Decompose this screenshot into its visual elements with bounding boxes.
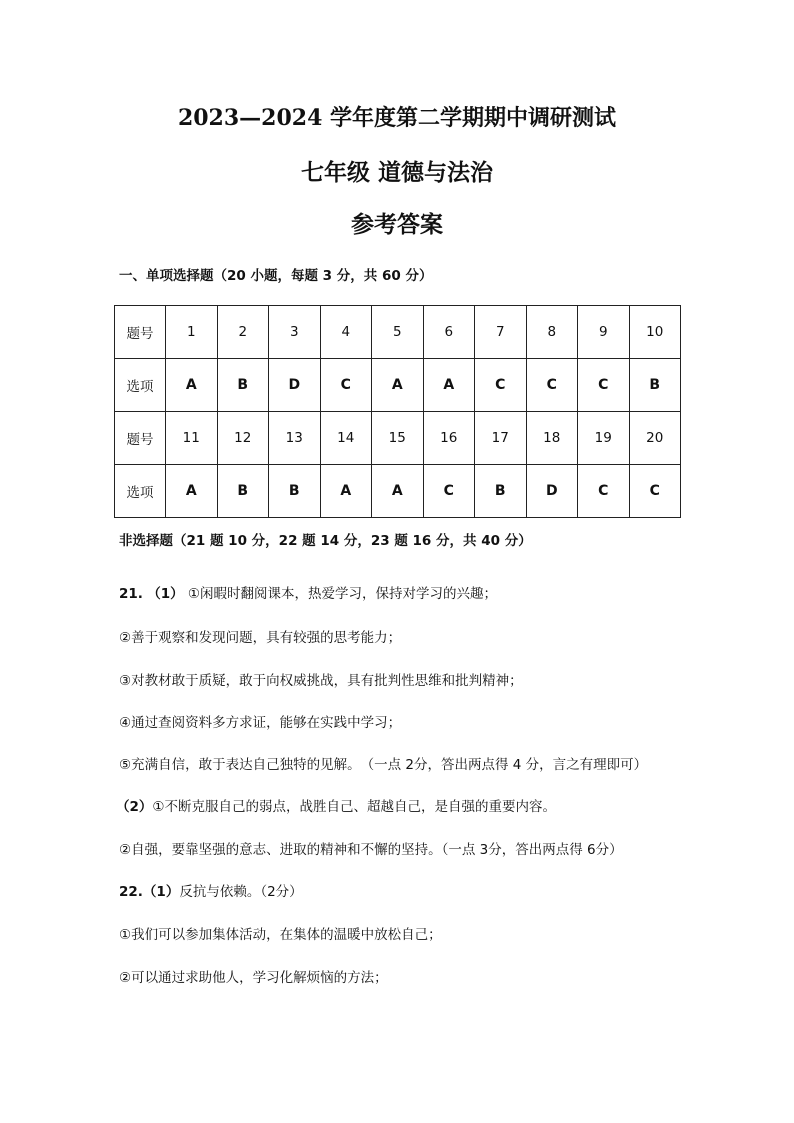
answer-point: ①不断克服自己的弱点，战胜自己、超越自己，是自强的重要内容。 <box>152 799 557 815</box>
q22-part1-line <box>119 880 303 900</box>
question-number: 10 <box>629 306 681 359</box>
answer-cell: A <box>372 359 424 412</box>
answer-cell: C <box>629 465 681 518</box>
answer-cell: D <box>269 359 321 412</box>
question-number: 13 <box>269 412 321 465</box>
answer-cell: C <box>320 359 372 412</box>
row-label-answer: 选项 <box>115 359 166 412</box>
question-number: 9 <box>578 306 630 359</box>
section-open-questions-heading: 非选择题（21 题 10 分，22 题 14 分，23 题 16 分，共 40 分） <box>119 533 532 549</box>
table-row <box>115 306 681 359</box>
answer-cell: A <box>320 465 372 518</box>
exam-title: 2023—2024 学年度第二学期期中调研测试 <box>177 105 617 131</box>
q21-part1-line <box>119 582 497 602</box>
part-label: （2） <box>116 799 153 815</box>
question-number: 2 <box>217 306 269 359</box>
question-number: 1 <box>166 306 218 359</box>
answer-point: 反抗与依赖。（2分） <box>179 884 303 900</box>
row-label-number: 题号 <box>115 412 166 465</box>
answer-point: ②善于观察和发现问题，具有较强的思考能力； <box>119 630 402 646</box>
answer-point: ③对教材敢于质疑，敢于向权威挑战，具有批判性思维和批判精神； <box>119 673 523 689</box>
answer-cell: B <box>629 359 681 412</box>
part-label: （1） <box>142 884 180 900</box>
answer-point: ①闲暇时翻阅课本，热爱学习，保持对学习的兴趣； <box>187 586 498 602</box>
document-type: 参考答案 <box>351 211 443 238</box>
section-multiple-choice-heading: 一、单项选择题（20 小题，每题 3 分，共 60 分） <box>119 268 433 284</box>
exam-subject: 七年级 道德与法治 <box>300 159 493 186</box>
answer-cell: C <box>526 359 578 412</box>
question-number: 7 <box>475 306 527 359</box>
answer-point: ②可以通过求助他人，学习化解烦恼的方法； <box>119 970 388 986</box>
row-label-number: 题号 <box>115 306 166 359</box>
question-number: 5 <box>372 306 424 359</box>
question-number: 14 <box>320 412 372 465</box>
answer-cell: B <box>269 465 321 518</box>
question-number: 18 <box>526 412 578 465</box>
answer-cell: C <box>578 359 630 412</box>
answer-cell: C <box>423 465 475 518</box>
row-label-answer: 选项 <box>115 465 166 518</box>
answer-cell: B <box>217 359 269 412</box>
question-number: 4 <box>320 306 372 359</box>
answer-table <box>114 305 681 518</box>
answer-cell: C <box>578 465 630 518</box>
answer-cell: B <box>217 465 269 518</box>
answer-point: ②自强，要靠坚强的意志、进取的精神和不懈的坚持。（一点 3分，答出两点得 6分） <box>119 842 623 858</box>
answer-point: ①我们可以参加集体活动，在集体的温暖中放松自己； <box>119 927 442 943</box>
question-number: 19 <box>578 412 630 465</box>
table-row <box>115 412 681 465</box>
question-number-21: 21. <box>119 586 143 602</box>
answer-cell: A <box>166 359 218 412</box>
answer-cell: A <box>423 359 475 412</box>
table-row <box>115 465 681 518</box>
question-number-22: 22. <box>119 884 143 900</box>
question-number: 20 <box>629 412 681 465</box>
question-number: 16 <box>423 412 475 465</box>
question-number: 8 <box>526 306 578 359</box>
answer-cell: A <box>166 465 218 518</box>
question-number: 3 <box>269 306 321 359</box>
question-number: 6 <box>423 306 475 359</box>
question-number: 12 <box>217 412 269 465</box>
part-label: （1） <box>147 586 184 602</box>
answer-cell: A <box>372 465 424 518</box>
answer-point: ⑤充满自信，敢于表达自己独特的见解。 （一点 2分，答出两点得 4 分，言之有理即可） <box>119 757 648 773</box>
answer-point: ④通过查阅资料多方求证，能够在实践中学习； <box>119 715 402 731</box>
question-number: 11 <box>166 412 218 465</box>
question-number: 17 <box>475 412 527 465</box>
table-row <box>115 359 681 412</box>
q21-part2-line <box>116 795 556 815</box>
answer-cell: C <box>475 359 527 412</box>
answer-cell: D <box>526 465 578 518</box>
answer-cell: B <box>475 465 527 518</box>
question-number: 15 <box>372 412 424 465</box>
